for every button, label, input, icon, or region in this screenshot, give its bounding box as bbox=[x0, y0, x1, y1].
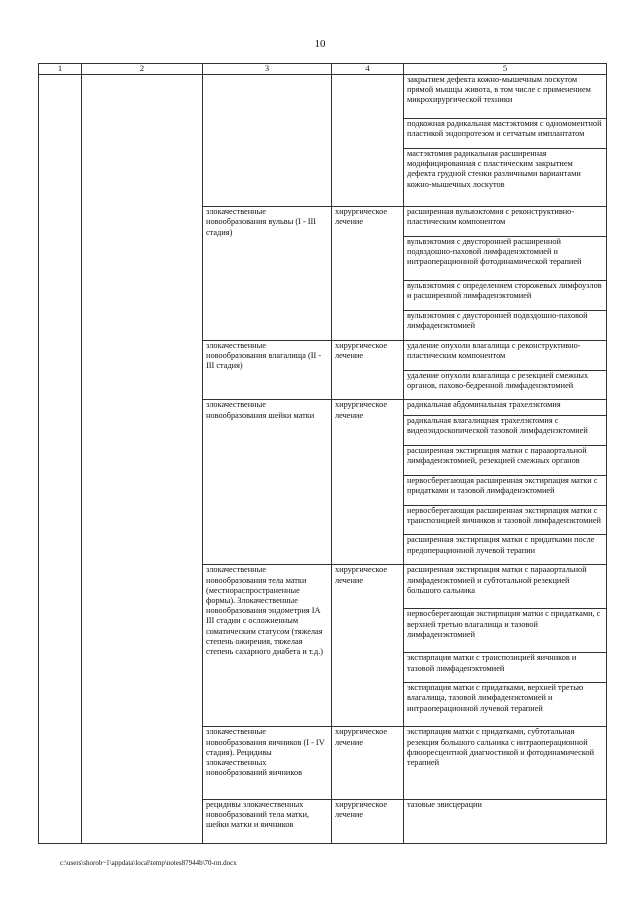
procedure-cell: удаление опухоли влагалища с реконструктивно-пластическим компонентом bbox=[404, 340, 607, 370]
procedure-cell: нервосберегающая расширенная экстирпация матки с придатками и тазовой лимфаденэктомией bbox=[404, 475, 607, 505]
header-row bbox=[39, 64, 607, 75]
treatment-cell: хирургическое лечение bbox=[332, 799, 404, 843]
procedure-cell: экстирпация матки с транспозицией яичников и тазовой лимфаденэктомией bbox=[404, 653, 607, 683]
column-header-3: 3 bbox=[203, 64, 332, 75]
procedure-cell: вульвэктомия с двусторонней подвздошно-паховой лимфаденэктомией bbox=[404, 310, 607, 340]
procedure-cell: экстирпация матки с придатками, верхней третью влагалища, тазовой лимфаденэктомией и интраоперационной лучевой терапией bbox=[404, 683, 607, 727]
procedures-table bbox=[38, 63, 607, 844]
procedure-cell: тазовые эвисцерации bbox=[404, 799, 607, 843]
procedure-cell: расширенная вульвэктомия с реконструктивно-пластическим компонентом bbox=[404, 207, 607, 237]
column-header-5: 5 bbox=[404, 64, 607, 75]
procedure-cell: закрытием дефекта кожно-мышечным лоскутом прямой мышцы живота, в том числе с применением микрохирургической техники bbox=[404, 75, 607, 119]
treatment-cell: хирургическое лечение bbox=[332, 207, 404, 341]
diagnosis-cell: злокачественные новообразования вульвы (I - III стадия) bbox=[203, 207, 332, 341]
page-number: 10 bbox=[314, 38, 326, 50]
procedure-cell: вульвэктомия с двусторонней расширенной подвздошно-паховой лимфаденэктомией и интраоперационной фотодинамической терапией bbox=[404, 237, 607, 281]
table-body bbox=[39, 75, 607, 844]
procedure-cell: нервосберегающая экстирпация матки с придатками, с верхней третью влагалища и тазовой лимфаденэктомией bbox=[404, 609, 607, 653]
diagnosis-cell: злокачественные новообразования шейки матки bbox=[203, 400, 332, 565]
procedure-cell: удаление опухоли влагалища с резекцией смежных органов, пахово-бедренной лимфаденэктомией bbox=[404, 370, 607, 400]
diagnosis-cell: злокачественные новообразования влагалища (II - III стадия) bbox=[203, 340, 332, 400]
diagnosis-cell: рецидивы злокачественных новообразований тела матки, шейки матки и яичников bbox=[203, 799, 332, 843]
procedure-cell: мастэктомия радикальная расширенная модифицированная с пластическим закрытием дефекта грудной стенки различными вариантами кожно-мышечных лоскутов bbox=[404, 148, 607, 206]
table-row bbox=[39, 75, 607, 119]
treatment-cell bbox=[332, 75, 404, 207]
column-header-4: 4 bbox=[332, 64, 404, 75]
diagnosis-cell: злокачественные новообразования яичников (I - IV стадия). Рецидивы злокачественных новообразований яичников bbox=[203, 727, 332, 800]
procedure-cell: расширенная экстирпация матки с парааортальной лимфаденэктомией, резекцией смежных органов bbox=[404, 445, 607, 475]
footer-file-path: c:\users\shorob~1\appdata\local\temp\notes87944b\70-пп.docx bbox=[60, 859, 237, 867]
treatment-cell: хирургическое лечение bbox=[332, 400, 404, 565]
procedure-cell: расширенная экстирпация матки с придатками после предоперационной лучевой терапии bbox=[404, 535, 607, 565]
procedure-cell: подкожная радикальная мастэктомия с одномоментной пластикой эндопротезом и сетчатым имплантатом bbox=[404, 119, 607, 149]
treatment-cell: хирургическое лечение bbox=[332, 727, 404, 800]
procedure-cell: нервосберегающая расширенная экстирпация матки с транспозицией яичников и тазовой лимфаденэктомией bbox=[404, 505, 607, 535]
column-header-1: 1 bbox=[39, 64, 82, 75]
procedure-cell: вульвэктомия с определением сторожевых лимфоузлов и расширенной лимфаденэктомией bbox=[404, 281, 607, 311]
diagnosis-cell bbox=[203, 75, 332, 207]
treatment-cell: хирургическое лечение bbox=[332, 340, 404, 400]
procedure-cell: экстирпация матки с придатками, субтотальная резекция большого сальника с интраоперационной флюоресцентной диагностикой и фотодинамической терапией bbox=[404, 727, 607, 800]
diagnosis-cell: злокачественные новообразования тела матки (местнораспространенные формы). Злокачественные новообразования эндометрия IA III стадии с осложненным соматическим статусом (тяжелая степень ожирения, тяжелая степень сахарного диабета и т.д.) bbox=[203, 565, 332, 727]
column-header-2: 2 bbox=[82, 64, 203, 75]
treatment-cell: хирургическое лечение bbox=[332, 565, 404, 727]
procedure-cell: расширенная экстирпация матки с парааортальной лимфаденэктомией и субтотальной резекцией большого сальника bbox=[404, 565, 607, 609]
procedure-cell: радикальная влагалищная трахелэктомия с видеоэндоскопической тазовой лимфаденэктомией bbox=[404, 416, 607, 446]
procedure-cell: радикальная абдоминальная трахелэктомия bbox=[404, 400, 607, 416]
col-1-cell bbox=[39, 75, 82, 844]
col-2-cell bbox=[82, 75, 203, 844]
